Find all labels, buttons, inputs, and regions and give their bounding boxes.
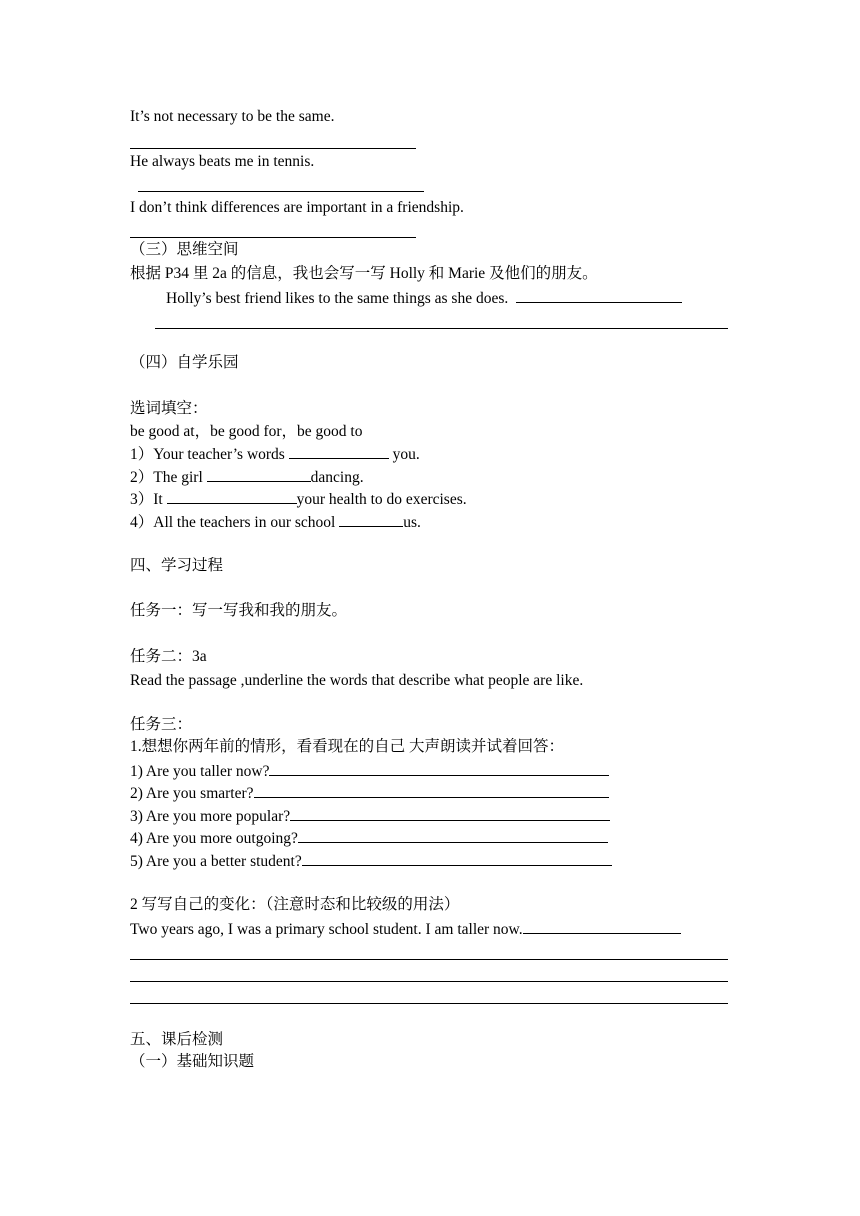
- question-3-blank[interactable]: [290, 806, 610, 821]
- task2-text: Read the passage ,underline the words that describe what people are like.: [130, 672, 584, 689]
- fill-blank-2[interactable]: [207, 467, 311, 482]
- write-example-text: Two years ago, I was a primary school student. I am taller now.: [130, 921, 523, 938]
- section-thinking-title: （三）思维空间: [130, 241, 239, 258]
- section-thinking-example: [166, 288, 682, 309]
- selfstudy-options: be good at，be good for，be good to: [130, 423, 363, 440]
- fill-item-2: [130, 467, 364, 488]
- fill-item-4: [130, 512, 421, 533]
- fill-item-3-post: your health to do exercises.: [296, 491, 467, 508]
- section-selfstudy-title: （四）自学乐园: [130, 354, 239, 371]
- question-1-text: 1) Are you taller now?: [130, 763, 270, 780]
- answer-line-1[interactable]: [130, 148, 416, 149]
- write-line-3[interactable]: [130, 1003, 728, 1004]
- fill-item-4-post: us.: [403, 514, 421, 531]
- fill-item-3-pre: 3）It: [130, 491, 167, 508]
- question-5: [130, 851, 612, 872]
- question-5-blank[interactable]: [302, 851, 612, 866]
- question-2-text: 2) Are you smarter?: [130, 785, 254, 802]
- sentence-1: It’s not necessary to be the same.: [130, 108, 335, 125]
- fill-blank-4[interactable]: [339, 512, 403, 527]
- answer-line-3[interactable]: [130, 237, 416, 238]
- write-line-1[interactable]: [130, 959, 728, 960]
- question-4: [130, 828, 608, 849]
- fill-item-1: [130, 444, 420, 465]
- thinking-answer-line[interactable]: [155, 328, 728, 329]
- question-1: [130, 761, 609, 782]
- fill-item-3: [130, 489, 467, 510]
- fill-item-1-post: you.: [388, 446, 420, 463]
- write-title: 2 写写自己的变化：（注意时态和比较级的用法）: [130, 896, 460, 913]
- question-2-blank[interactable]: [254, 783, 609, 798]
- question-4-blank[interactable]: [298, 828, 608, 843]
- task3-title: 任务三：: [130, 716, 193, 733]
- answer-line-2[interactable]: [138, 191, 424, 192]
- question-3: [130, 806, 610, 827]
- section-thinking-instruction: 根据 P34 里 2a 的信息，我也会写一写 Holly 和 Marie 及他们的朋友。: [130, 265, 598, 282]
- fill-blank-3[interactable]: [167, 489, 297, 504]
- sentence-3: I don’t think differences are important in a friendship.: [130, 199, 464, 216]
- question-4-text: 4) Are you more outgoing?: [130, 830, 298, 847]
- write-example: [130, 919, 681, 940]
- write-line-2[interactable]: [130, 981, 728, 982]
- question-1-blank[interactable]: [269, 761, 609, 776]
- fill-blank-1[interactable]: [289, 444, 389, 459]
- example-blank[interactable]: [516, 288, 682, 303]
- fill-item-4-pre: 4）All the teachers in our school: [130, 514, 340, 531]
- task1: 任务一：写一写我和我的朋友。: [130, 602, 348, 619]
- example-text: Holly’s best friend likes to the same things as she does.: [166, 290, 509, 307]
- write-example-blank[interactable]: [523, 919, 681, 934]
- sentence-2: He always beats me in tennis.: [130, 153, 315, 170]
- section5-title: 五、课后检测: [130, 1031, 224, 1048]
- question-2: [130, 783, 609, 804]
- question-3-text: 3) Are you more popular?: [130, 808, 291, 825]
- task2-title: 任务二：3a: [130, 648, 207, 665]
- fill-item-2-pre: 2）The girl: [130, 469, 207, 486]
- fill-item-1-pre: 1）Your teacher’s words: [130, 446, 289, 463]
- section5-sub: （一）基础知识题: [130, 1053, 255, 1070]
- fill-item-2-post: dancing.: [310, 469, 364, 486]
- question-5-text: 5) Are you a better student?: [130, 853, 302, 870]
- task3-intro: 1.想想你两年前的情形，看看现在的自己 大声朗读并试着回答：: [130, 738, 565, 755]
- selfstudy-instruction: 选词填空：: [130, 400, 208, 417]
- section4-title: 四、学习过程: [130, 557, 224, 574]
